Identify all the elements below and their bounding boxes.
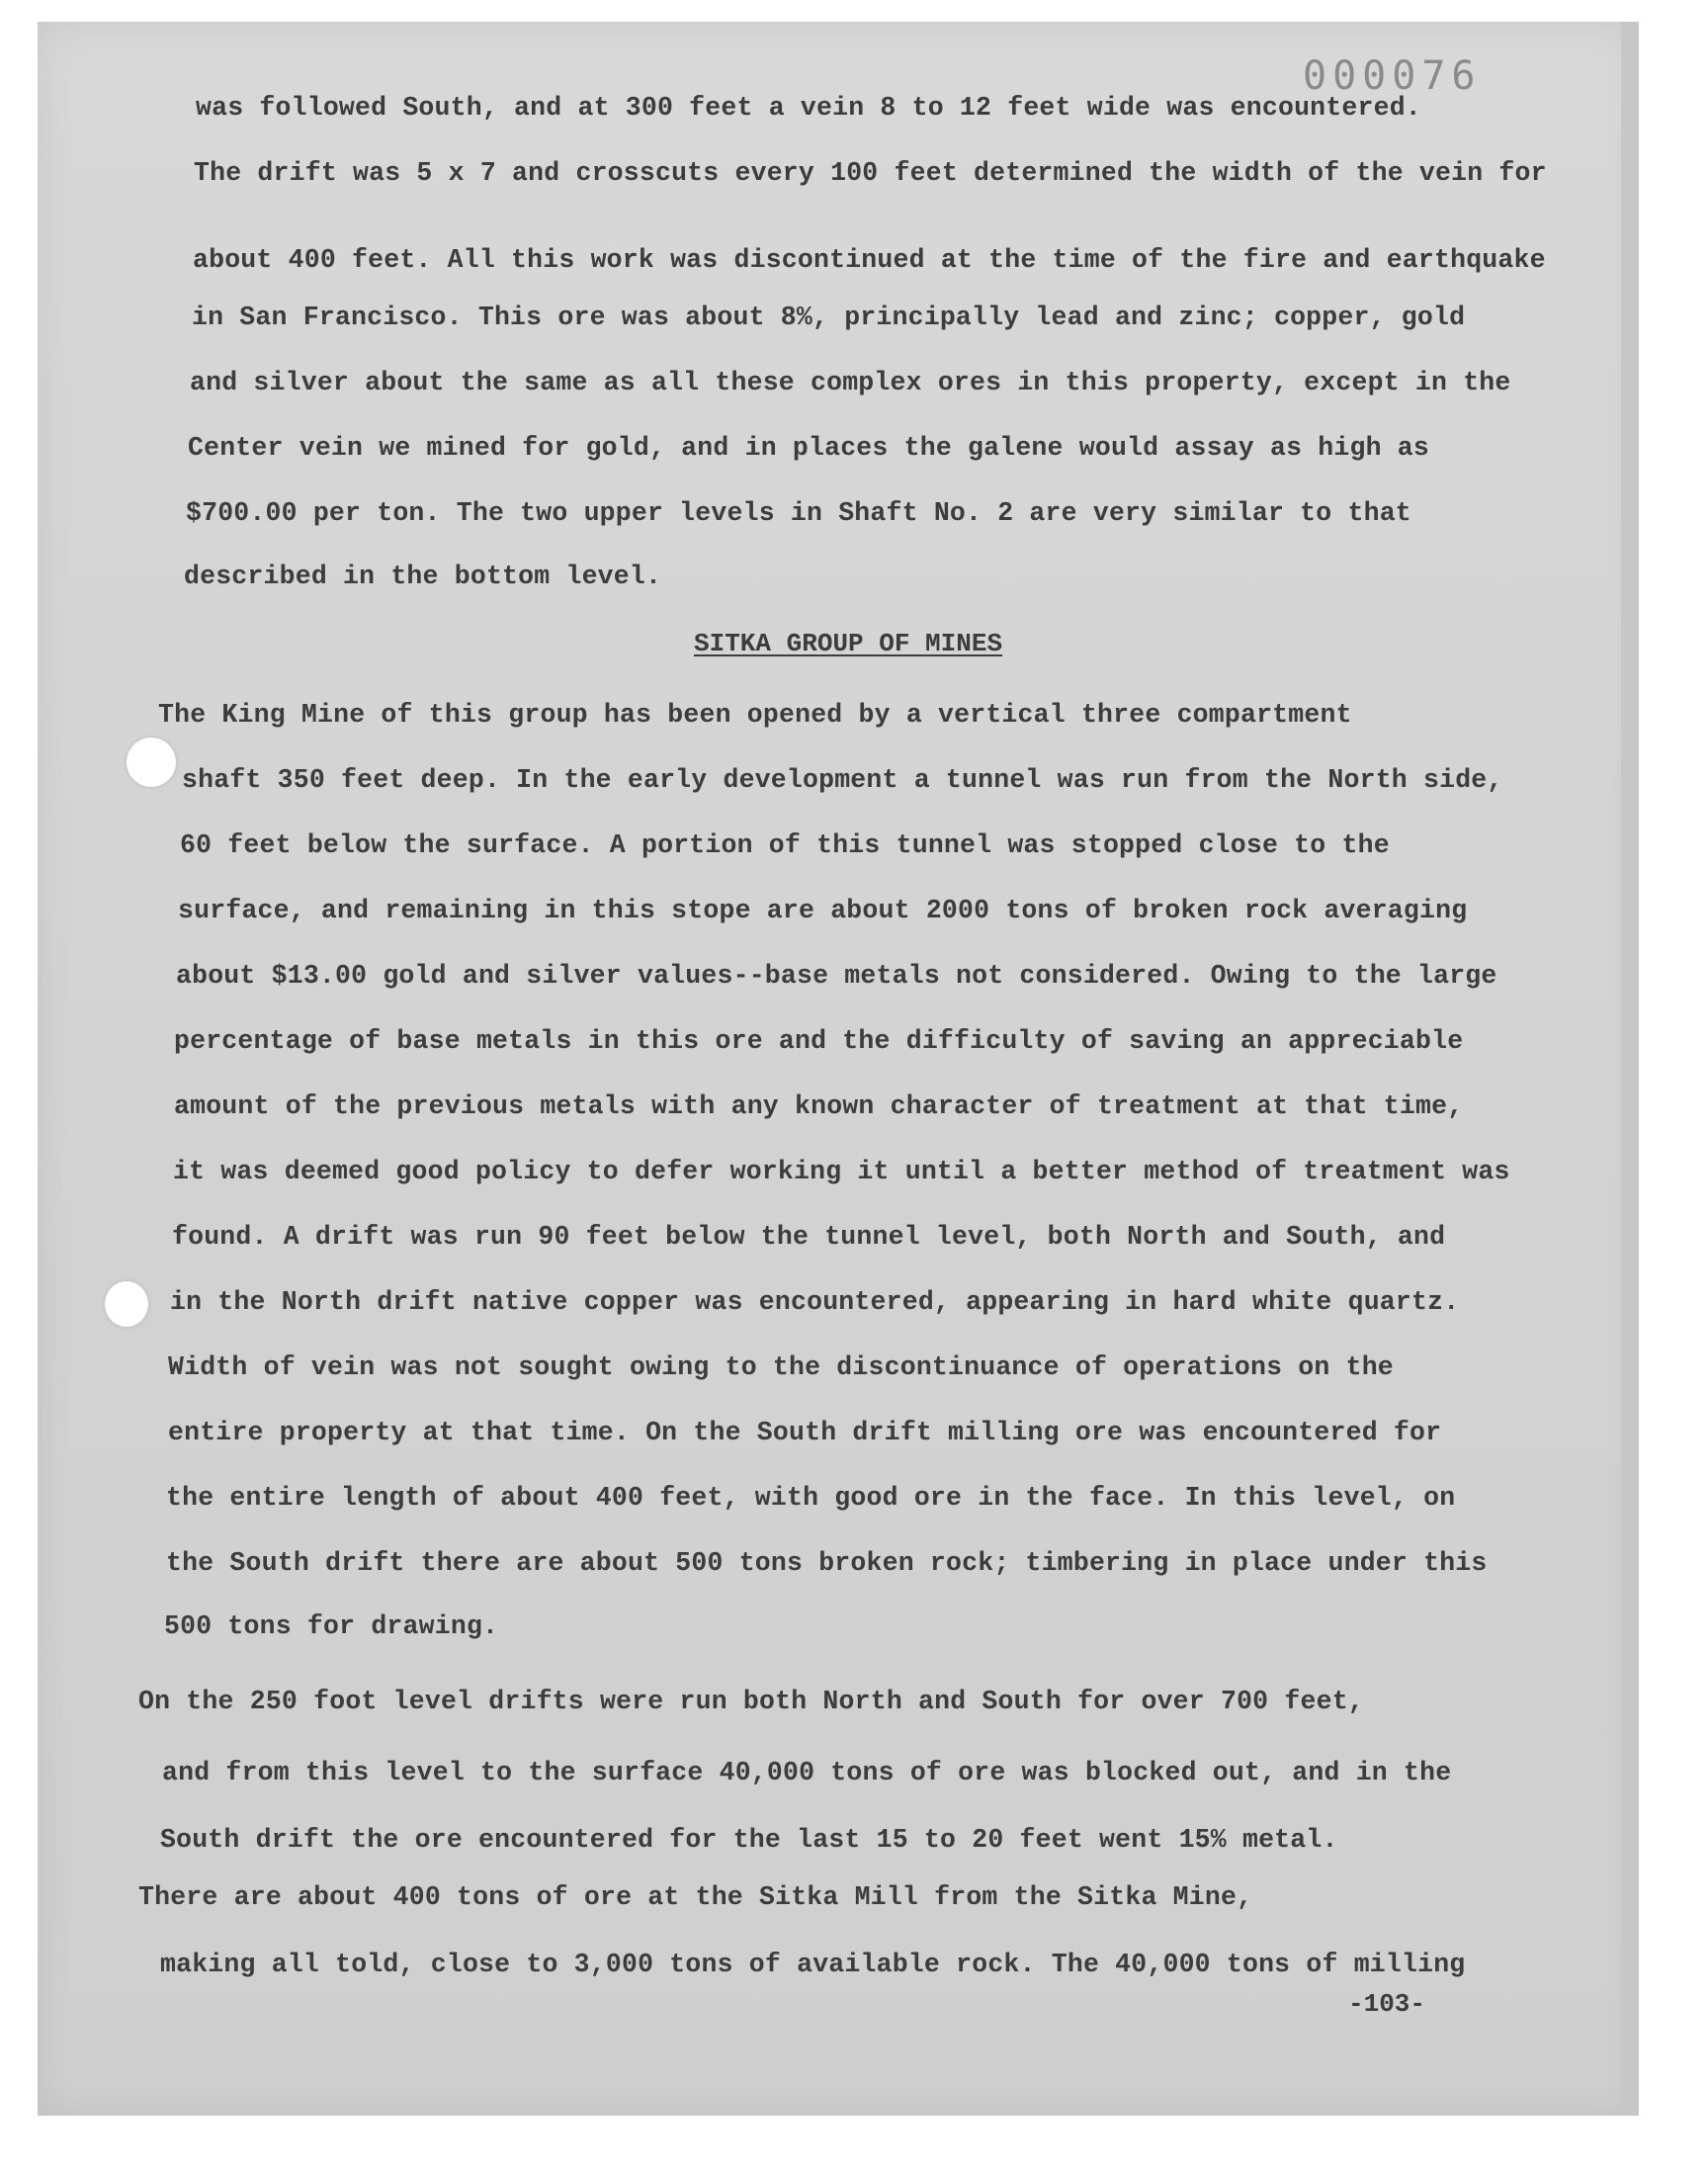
text-line: shaft 350 feet deep. In the early development a tunnel was run from the North side,	[182, 765, 1503, 795]
text-line: There are about 400 tons of ore at the Sitka Mill from the Sitka Mine,	[138, 1882, 1253, 1912]
text-line: making all told, close to 3,000 tons of available rock. The 40,000 tons of milling	[160, 1950, 1466, 1979]
text-line: amount of the previous metals with any known character of treatment at that time,	[174, 1091, 1464, 1121]
text-line: was followed South, and at 300 feet a vein 8 to 12 feet wide was encountered.	[196, 93, 1421, 123]
page-edge	[1621, 22, 1639, 2116]
text-line: in the North drift native copper was encountered, appearing in hard white quartz.	[170, 1287, 1460, 1317]
text-line: about 400 feet. All this work was discontinued at the time of the fire and earthquake	[193, 245, 1546, 275]
text-line: The drift was 5 x 7 and crosscuts every 100 feet determined the width of the vein for	[194, 158, 1547, 188]
text-line: and from this level to the surface 40,000 tons of ore was blocked out, and in the	[162, 1758, 1452, 1787]
text-line: percentage of base metals in this ore and the difficulty of saving an appreciable	[174, 1026, 1464, 1056]
text-line: 500 tons for drawing.	[164, 1611, 499, 1641]
text-line: described in the bottom level.	[184, 562, 662, 591]
punch-hole-bottom	[105, 1281, 148, 1327]
text-line: and silver about the same as all these complex ores in this property, except in the	[190, 368, 1511, 397]
text-line: entire property at that time. On the South drift milling ore was encountered for	[168, 1418, 1442, 1447]
text-line: it was deemed good policy to defer working it until a better method of treatment was	[173, 1157, 1510, 1186]
document-stamp-number: 000076	[1303, 53, 1482, 99]
text-line: the entire length of about 400 feet, with good ore in the face. In this level, on	[166, 1483, 1456, 1513]
text-line: Center vein we mined for gold, and in places the galene would assay as high as	[188, 433, 1430, 463]
text-line: $700.00 per ton. The two upper levels in Shaft No. 2 are very similar to that	[186, 498, 1411, 528]
page-number: -103-	[1348, 1989, 1426, 2019]
text-line: found. A drift was run 90 feet below the tunnel level, both North and South, and	[172, 1222, 1446, 1252]
text-line: The King Mine of this group has been opened by a vertical three compartment	[158, 700, 1352, 730]
text-line: Width of vein was not sought owing to the discontinuance of operations on the	[168, 1352, 1394, 1382]
text-line: South drift the ore encountered for the last 15 to 20 feet went 15% metal.	[160, 1825, 1338, 1855]
text-line: surface, and remaining in this stope are about 2000 tons of broken rock averaging	[178, 896, 1468, 925]
text-line: about $13.00 gold and silver values--base metals not considered. Owing to the large	[176, 961, 1497, 991]
text-line: On the 250 foot level drifts were run both North and South for over 700 feet,	[138, 1687, 1364, 1716]
document-page	[38, 22, 1639, 2116]
text-line: in San Francisco. This ore was about 8%, principally lead and zinc; copper, gold	[192, 303, 1466, 332]
section-heading: SITKA GROUP OF MINES	[694, 629, 1003, 658]
punch-hole-top	[127, 738, 176, 787]
text-line: the South drift there are about 500 tons broken rock; timbering in place under this	[166, 1548, 1488, 1578]
text-line: 60 feet below the surface. A portion of this tunnel was stopped close to the	[180, 830, 1390, 860]
